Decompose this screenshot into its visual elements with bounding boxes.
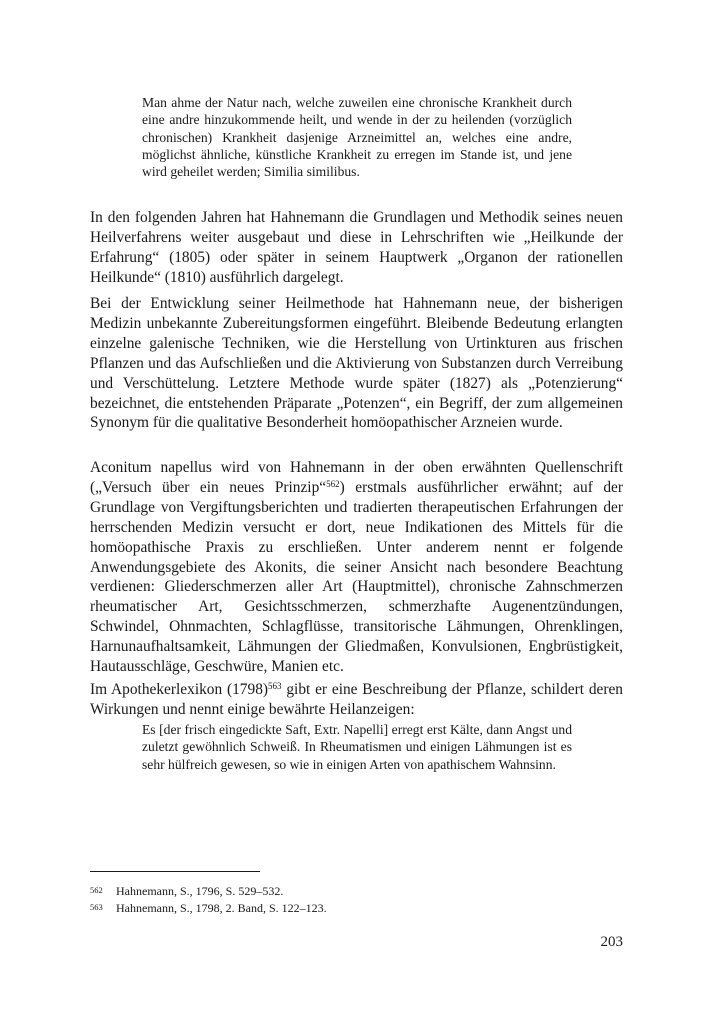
paragraph-aconitum-text-end: ) erstmals ausführlicher erwähnt; auf der Grundlage von Vergiftungsberichten und tradierten therapeutischen Erfahrungen der herrschenden Medizin versucht er dort, neue Indikationen des Mittels für die homöopathische Praxis zu erschließen. Unter anderem nennt er folgende Anwendungsgebiete des Akonits, die seiner Ansicht nach besondere Beachtung verdienen: Gliederschmerzen aller Art (Hauptmittel), chronische Zahnschmerzen rheumatischer Art, Gesichtsschmerzen, schmerzhafte Augenentzündungen, Schwindel, Ohnmachten, Schlagflüsse, transitorische Lähmungen, Ohrenklingen, Harnunaufhaltsamkeit, Lähmungen der Gliedmaßen, Konvulsionen, Engbrüstigkeit, Hautausschläge, Geschwüre, Manien etc. (90, 478, 624, 676)
paragraph-aconitum-text-start: Aconitum napellus wird von Hahnemann in der oben erwähnten Quellenschrift („Versuch über ein neues Prinzip“ (90, 459, 623, 496)
footnote-ref-562[interactable]: 562 (326, 478, 340, 489)
footnote-ref-563[interactable]: 563 (268, 681, 282, 691)
paragraph-apothekerlexikon (90, 680, 623, 720)
block-quote-hahnemann-principle: Man ahme der Natur nach, welche zuweilen eine chronische Krankheit durch eine andre hinzukommende heilt, und wende in der zu heilenden (vorzüglich chronischen) Krankheit dasjenige Arzneimittel an, welches eine andre, möglichst ähnliche, künstliche Krankheit zu erregen im Stande ist, und jene wird geheilet werden; Similia similibus. (142, 95, 572, 180)
footnote-text: Hahnemann, S., 1798, 2. Band, S. 122–123. (116, 901, 327, 915)
footnote-text: Hahnemann, S., 1796, S. 529–532. (116, 884, 284, 898)
footnote-563 (90, 900, 623, 916)
paragraph-apothekerlexikon-text-end: gibt er eine Beschreibung der Pflanze, schildert deren Wirkungen und nennt einige bewährte Heilanzeigen: (90, 681, 623, 718)
footnote-562 (90, 883, 623, 899)
footnote-number: 562 (90, 885, 103, 895)
block-quote-napelli: Es [der frisch eingedickte Saft, Extr. Napelli] erregt erst Kälte, dann Angst und zuletzt gewöhnlich Schweiß. In Rheumatismen und einigen Lähmungen ist es sehr hülfreich gewesen, so wie in einigen Arten von apathischem Wahnsinn. (142, 722, 572, 772)
paragraph-preparations: Bei der Entwicklung seiner Heilmethode hat Hahnemann neue, der bisherigen Medizin unbekannte Zubereitungsformen eingeführt. Bleibende Bedeutung erlangten einzelne galenische Techniken, wie die Herstellung von Urtinkturen aus frischen Pflanzen und das Aufschließen und die Aktivierung von Substanzen durch Verreibung und Verschüttelung. Letztere Methode wurde später (1827) als „Potenzierung“ bezeichnet, die entstehenden Präparate „Potenzen“, ein Begriff, der zum allgemeinen Synonym für die qualitative Besonderheit homöopathischer Arzneien wurde. (90, 295, 623, 432)
footnote-separator (90, 871, 260, 872)
page-number: 203 (600, 934, 623, 950)
footnote-number: 563 (90, 902, 103, 912)
paragraph-methodology: In den folgenden Jahren hat Hahnemann die Grundlagen und Methodik seines neuen Heilverfahrens weiter ausgebaut und diese in Lehrschriften wie „Heilkunde der Erfahrung“ (1805) oder später in seinem Hauptwerk „Organon der rationellen Heilkunde“ (1810) ausführlich dargelegt. (90, 209, 623, 286)
paragraph-aconitum (90, 458, 623, 677)
paragraph-apothekerlexikon-text-start: Im Apothekerlexikon (1798) (90, 681, 269, 698)
